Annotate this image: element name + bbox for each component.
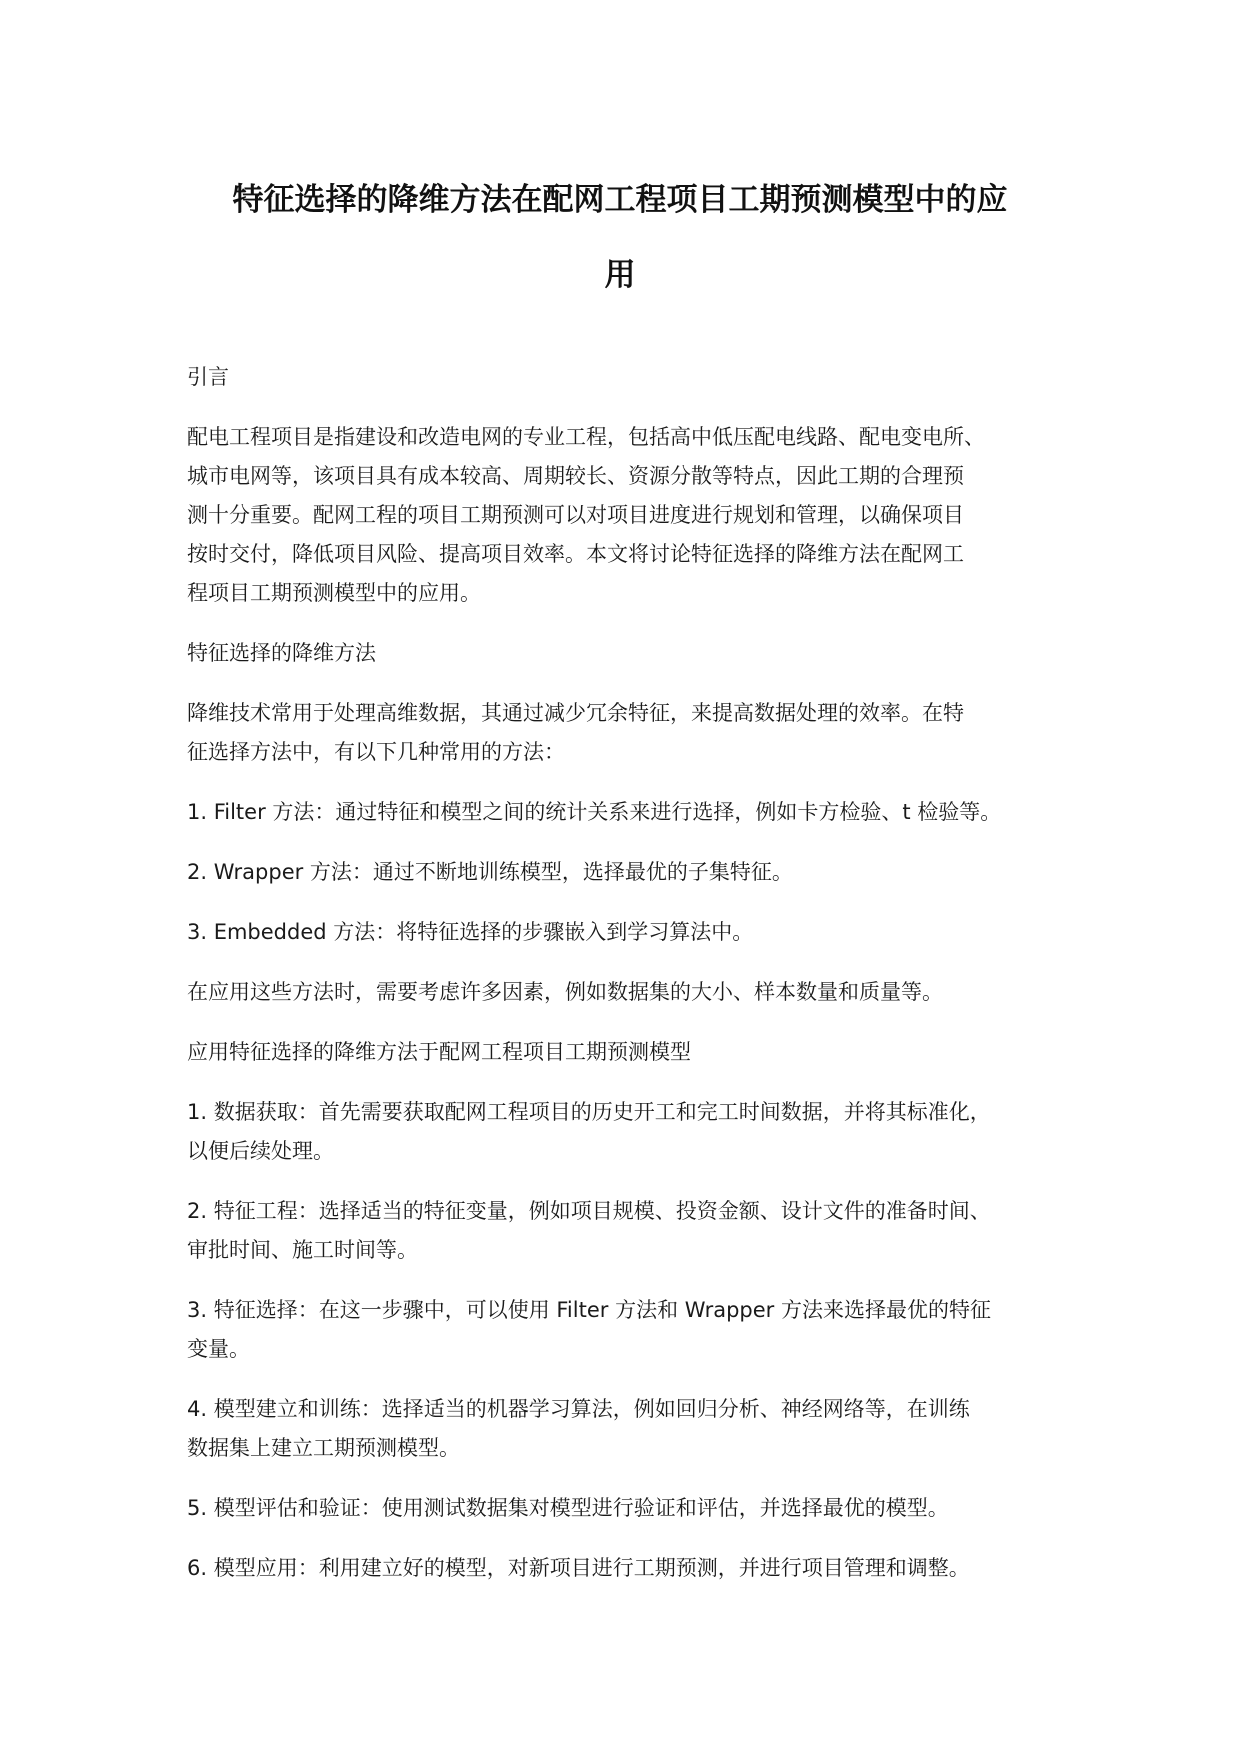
- step-item-model-evaluation: 5. 模型评估和验证：使用测试数据集对模型进行验证和评估，并选择最优的模型。: [187, 1496, 949, 1520]
- methods-paragraph: 降维技术常用于处理高维数据，其通过减少冗余特征，来提高数据处理的效率。在特 征选择方法中，有以下几种常用的方法：: [187, 701, 964, 764]
- step-item-data-acquisition: 1. 数据获取：首先需要获取配网工程项目的历史开工和完工时间数据，并将其标准化， 以便后续处理。: [187, 1100, 991, 1163]
- step-item-model-training: 4. 模型建立和训练：选择适当的机器学习算法，例如回归分析、神经网络等，在训练 数据集上建立工期预测模型。: [187, 1397, 970, 1460]
- document-title-line-1: 特征选择的降维方法在配网工程项目工期预测模型中的应: [232, 182, 1008, 218]
- method-item-filter: 1. Filter 方法：通过特征和模型之间的统计关系来进行选择，例如卡方检验、t 检验等。: [187, 800, 1002, 824]
- section-heading-intro: 引言: [187, 365, 229, 389]
- document-title-line-2: 用: [604, 257, 636, 293]
- method-item-embedded: 3. Embedded 方法：将特征选择的步骤嵌入到学习算法中。: [187, 920, 754, 944]
- method-item-wrapper: 2. Wrapper 方法：通过不断地训练模型，选择最优的子集特征。: [187, 860, 793, 884]
- step-item-model-application: 6. 模型应用：利用建立好的模型，对新项目进行工期预测，并进行项目管理和调整。: [187, 1556, 970, 1580]
- step-item-feature-selection: 3. 特征选择：在这一步骤中，可以使用 Filter 方法和 Wrapper 方法来选择最优的特征 变量。: [187, 1298, 991, 1361]
- section-heading-application: 应用特征选择的降维方法于配网工程项目工期预测模型: [187, 1040, 691, 1064]
- step-item-feature-engineering: 2. 特征工程：选择适当的特征变量，例如项目规模、投资金额、设计文件的准备时间、 审批时间、施工时间等。: [187, 1199, 991, 1262]
- intro-paragraph: 配电工程项目是指建设和改造电网的专业工程，包括高中低压配电线路、配电变电所、 城市电网等，该项目具有成本较高、周期较长、资源分散等特点，因此工期的合理预 测十分重要。配网工程的项目工期预测可以对项目进度进行规划和管理，以确保项目 按时交付，降低项目风险、提高项目效率。本文将讨论特征选择的降维方法在配网工 程项目工期预测模型中的应用。: [187, 425, 985, 605]
- document-body: [187, 358, 1077, 1609]
- section-heading-methods: 特征选择的降维方法: [187, 641, 376, 665]
- methods-note-paragraph: 在应用这些方法时，需要考虑许多因素，例如数据集的大小、样本数量和质量等。: [187, 980, 943, 1004]
